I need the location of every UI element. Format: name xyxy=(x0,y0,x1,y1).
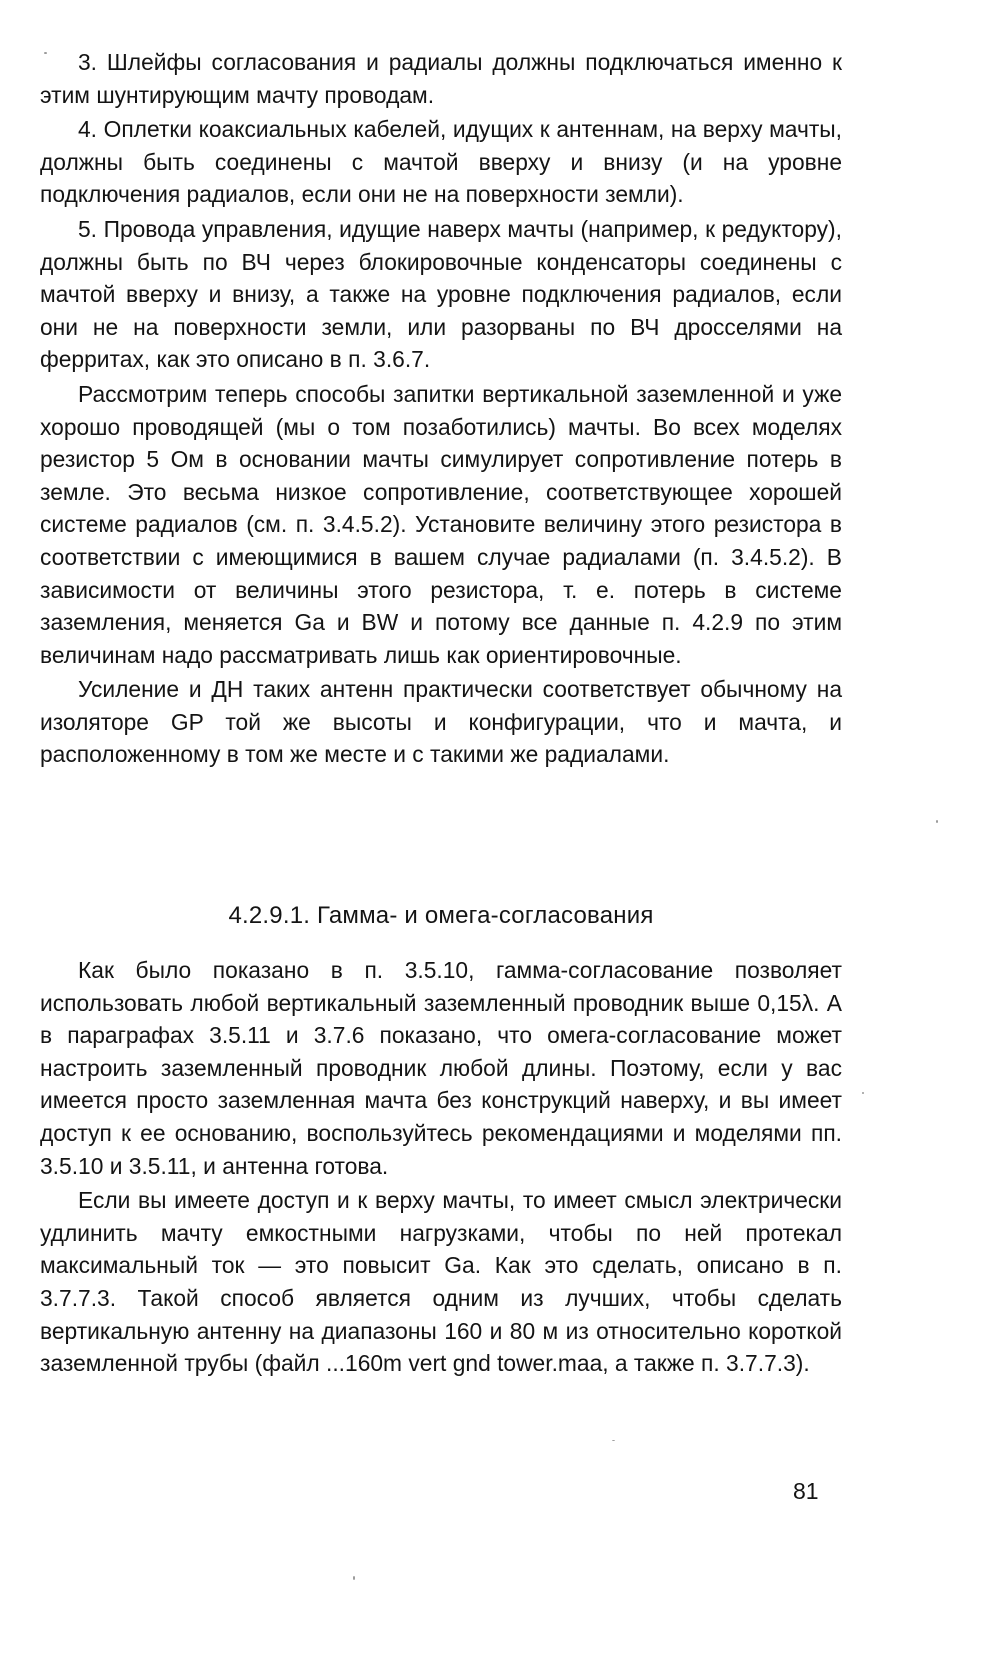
paragraph: 3. Шлейфы согласования и радиалы должны подключаться именно к этим шунтирующим мачту проводам. xyxy=(40,49,842,108)
paragraph: Рассмотрим теперь способы запитки вертикальной заземленной и уже хорошо проводящей (мы о том позаботились) мачты. Во всех моделях резистор 5 Ом в основании мачты симулирует сопротивление потерь в земле. Это весьма низкое сопротивление, соответствующее хорошей системе радиалов (см. п. 3.4.5.2). Установите величину этого резистора в соответствии с имеющимися в вашем случае радиалами (п. 3.4.5.2). В зависимости от величины этого резистора, т. е. потерь в системе заземления, меняется Ga и BW и потому все данные п. 4.2.9 по этим величинам надо рассматривать лишь как ориентировочные. xyxy=(40,380,842,668)
scan-speck xyxy=(353,1576,355,1580)
scan-speck xyxy=(862,1092,864,1094)
paragraph: Как было показано в п. 3.5.10, гамма-согласование позволяет использовать любой вертикальный заземленный проводник выше 0,15λ. А в параграфах 3.5.11 и 3.7.6 показано, что омега-согласование может настроить заземленный проводник любой длины. Поэтому, если у вас имеется просто заземленная мачта без конструкций наверху, и вы имеет доступ к ее основанию, воспользуйтесь рекомендациями и моделями пп. 3.5.10 и 3.5.11, и антенна готова. xyxy=(40,957,842,1179)
paragraph: Если вы имеете доступ и к верху мачты, то имеет смысл электрически удлинить мачту емкостными нагрузками, чтобы по ней протекал максимальный ток — это повысит Ga. Как это сделать, описано в п. 3.7.7.3. Такой способ является одним из лучших, чтобы сделать вертикальную антенну на диапазоны 160 и 80 м из относительно короткой заземленной трубы (файл ...160m vert gnd tower.maa, а также п. 3.7.7.3). xyxy=(40,1187,842,1377)
scan-speck xyxy=(936,820,938,823)
section-heading: 4.2.9.1. Гамма- и омега-согласования xyxy=(228,902,654,929)
paragraph: Усиление и ДН таких антенн практически соответствует обычному на изоляторе GP той же высоты и конфигурации, что и мачта, и расположенному в том же месте и с такими же радиалами. xyxy=(40,676,842,768)
text-block-bottom xyxy=(40,954,842,1382)
paragraph: 5. Провода управления, идущие наверх мачты (например, к редуктору), должны быть по ВЧ через блокировочные конденсаторы соединены с мачтой вверху и внизу, а также на уровне подключения радиалов, если они не на поверхности земли, или разорваны по ВЧ дросселями на ферритах, как это описано в п. 3.6.7. xyxy=(40,215,842,373)
text-block-top xyxy=(40,46,842,773)
scan-speck xyxy=(44,52,47,54)
page-number: 81 xyxy=(793,1478,819,1504)
scan-speck xyxy=(612,1440,615,1441)
paragraph: 4. Оплетки коаксиальных кабелей, идущих к антеннам, на верху мачты, должны быть соединены с мачтой вверху и внизу (и на уровне подключения радиалов, если они не на поверхности земли). xyxy=(40,116,842,208)
